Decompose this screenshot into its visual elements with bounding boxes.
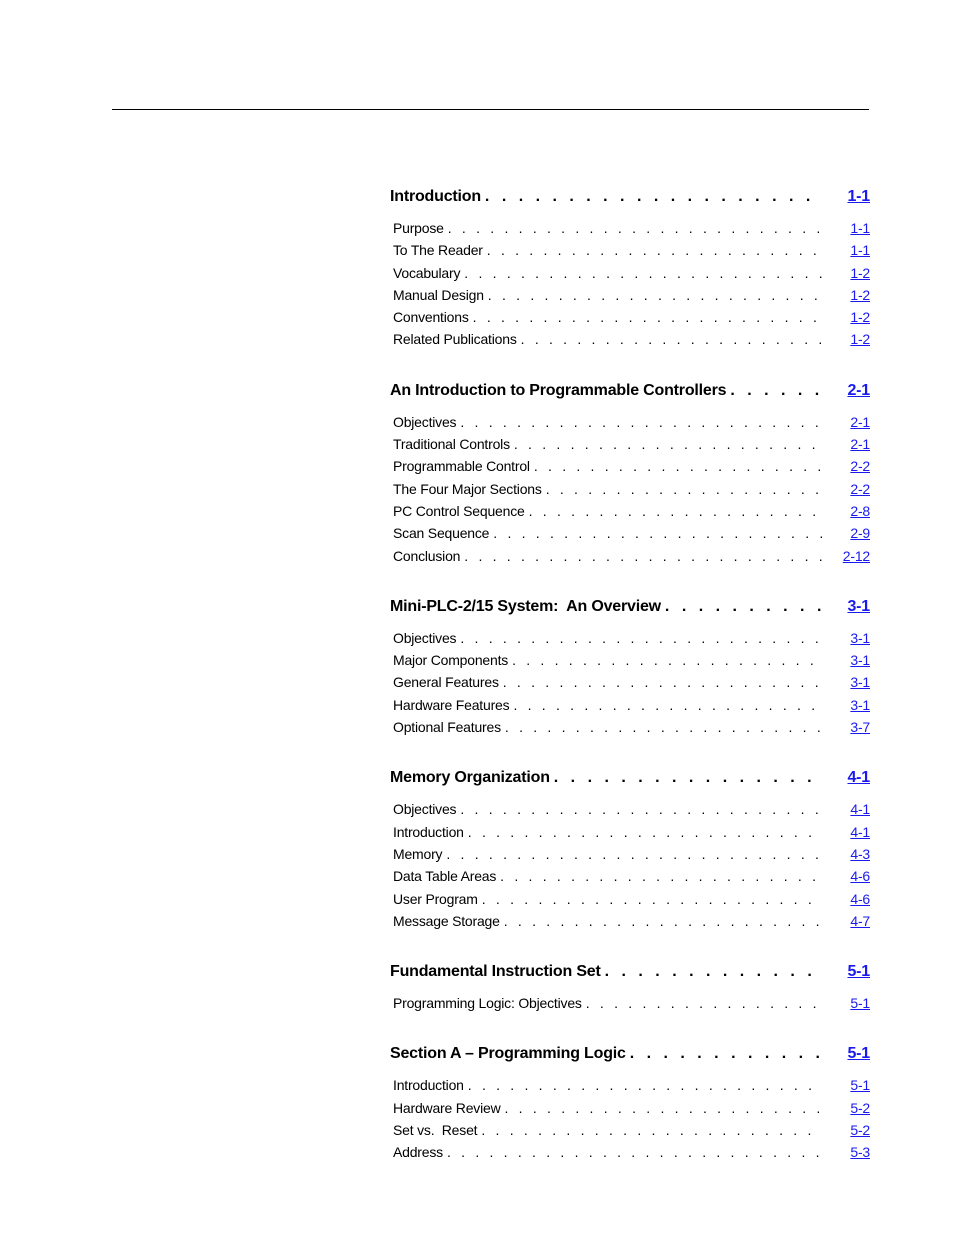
toc-entry bbox=[390, 891, 870, 913]
entry-label: Hardware Review bbox=[393, 1099, 501, 1116]
entry-label: Major Components bbox=[393, 652, 509, 669]
entry-label: Vocabulary bbox=[393, 264, 461, 281]
entry-label: Objectives bbox=[393, 801, 457, 818]
entry-label: Conclusion bbox=[393, 547, 461, 564]
entry-label: Programmable Control bbox=[393, 458, 530, 475]
section-heading bbox=[390, 188, 870, 216]
dot-leader bbox=[546, 481, 822, 497]
dot-leader bbox=[521, 331, 822, 347]
entry-page-link[interactable]: 5-1 bbox=[850, 1077, 870, 1094]
entry-page-link[interactable]: 1-1 bbox=[850, 220, 870, 236]
entry-page-link[interactable]: 5-1 bbox=[850, 995, 870, 1012]
entry-label: Traditional Controls bbox=[393, 436, 510, 453]
entry-page-link[interactable]: 2-1 bbox=[850, 436, 870, 453]
toc-entry bbox=[390, 674, 870, 696]
dot-leader bbox=[493, 525, 822, 541]
toc-entry bbox=[390, 719, 870, 741]
entry-label: Data Table Areas bbox=[393, 868, 497, 885]
entry-page-link[interactable]: 2-2 bbox=[850, 480, 870, 497]
toc-entry bbox=[390, 503, 870, 525]
dot-leader bbox=[534, 458, 822, 474]
entry-page-link[interactable]: 1-2 bbox=[850, 331, 870, 348]
entry-label: Manual Design bbox=[393, 286, 484, 303]
dot-leader bbox=[482, 891, 822, 907]
dot-leader bbox=[485, 188, 822, 206]
section-heading bbox=[390, 382, 870, 410]
toc-entry bbox=[390, 868, 870, 890]
section-title: Mini-PLC-2/15 System: An Overview bbox=[390, 597, 661, 615]
dot-leader bbox=[500, 868, 822, 884]
entry-label: User Program bbox=[393, 890, 478, 907]
toc-entry bbox=[390, 525, 870, 547]
entry-page-link[interactable]: 3-1 bbox=[850, 696, 870, 713]
toc-entry bbox=[390, 548, 870, 570]
section-page-link[interactable]: 5-1 bbox=[847, 1045, 870, 1063]
section-heading bbox=[390, 963, 870, 991]
toc-entry bbox=[390, 913, 870, 935]
dot-leader bbox=[481, 1122, 822, 1138]
entry-label: Message Storage bbox=[393, 912, 500, 929]
entry-page-link[interactable]: 2-12 bbox=[842, 547, 870, 564]
dot-leader bbox=[504, 913, 822, 929]
entry-page-link[interactable]: 2-1 bbox=[850, 413, 870, 430]
dot-leader bbox=[473, 309, 822, 325]
section-page-link[interactable]: 5-1 bbox=[847, 963, 870, 981]
entry-page-link[interactable]: 4-1 bbox=[850, 801, 870, 818]
entry-label: Memory bbox=[393, 845, 443, 862]
toc-section bbox=[390, 382, 870, 570]
entry-page-link[interactable]: 1-2 bbox=[850, 264, 870, 281]
toc-entry bbox=[390, 697, 870, 719]
dot-leader bbox=[514, 436, 822, 452]
entry-label: Related Publications bbox=[393, 331, 517, 348]
dot-leader bbox=[512, 652, 822, 668]
entry-page-link[interactable]: 5-2 bbox=[850, 1099, 870, 1116]
entry-label: Objectives bbox=[393, 629, 457, 646]
dot-leader bbox=[447, 1144, 822, 1160]
section-title: Memory Organization bbox=[390, 769, 550, 787]
section-page-link[interactable]: 2-1 bbox=[847, 381, 870, 399]
toc-entry bbox=[390, 630, 870, 652]
entry-label: Set vs. Reset bbox=[393, 1122, 478, 1139]
entry-label: To The Reader bbox=[393, 242, 483, 259]
toc-section bbox=[390, 188, 870, 354]
toc-section bbox=[390, 1045, 870, 1166]
dot-leader bbox=[529, 503, 822, 519]
entry-label: Programming Logic: Objectives bbox=[393, 995, 582, 1012]
entry-page-link[interactable]: 4-6 bbox=[850, 868, 870, 885]
entry-page-link[interactable]: 4-3 bbox=[850, 845, 870, 862]
entry-page-link[interactable]: 4-7 bbox=[850, 912, 870, 929]
entry-page-link[interactable]: 3-1 bbox=[850, 652, 870, 669]
section-heading bbox=[390, 598, 870, 626]
toc-entry bbox=[390, 1100, 870, 1122]
entry-page-link[interactable]: 3-1 bbox=[850, 629, 870, 646]
entry-label: Address bbox=[393, 1144, 443, 1161]
entry-label: PC Control Sequence bbox=[393, 502, 525, 519]
dot-leader bbox=[605, 963, 822, 981]
dot-leader bbox=[460, 801, 822, 817]
toc-section bbox=[390, 598, 870, 741]
entry-page-link[interactable]: 3-7 bbox=[850, 719, 870, 736]
toc-entry bbox=[390, 458, 870, 480]
toc-entry bbox=[390, 265, 870, 287]
entry-label: Objectives bbox=[393, 413, 457, 430]
dot-leader bbox=[468, 1077, 822, 1093]
dot-leader bbox=[488, 287, 822, 303]
entry-label: Introduction bbox=[393, 823, 464, 840]
entry-label: General Features bbox=[393, 674, 499, 691]
toc-section bbox=[390, 963, 870, 1017]
toc-entry bbox=[390, 824, 870, 846]
entry-page-link[interactable]: 4-1 bbox=[850, 823, 870, 840]
section-page-link[interactable]: 1-1 bbox=[847, 188, 870, 205]
entry-page-link[interactable]: 2-2 bbox=[850, 458, 870, 475]
toc-entry bbox=[390, 436, 870, 458]
dot-leader bbox=[665, 598, 822, 616]
toc-entry bbox=[390, 801, 870, 823]
entry-label: Purpose bbox=[393, 220, 444, 236]
toc-entry bbox=[390, 331, 870, 353]
dot-leader bbox=[460, 630, 822, 646]
section-title: An Introduction to Programmable Controllers bbox=[390, 381, 727, 399]
header-rule bbox=[112, 109, 869, 110]
toc-entry bbox=[390, 481, 870, 503]
entry-label: The Four Major Sections bbox=[393, 480, 542, 497]
entry-page-link[interactable]: 1-1 bbox=[850, 242, 870, 259]
table-of-contents bbox=[390, 188, 870, 1195]
toc-entry bbox=[390, 1122, 870, 1144]
toc-entry bbox=[390, 652, 870, 674]
dot-leader bbox=[460, 414, 822, 430]
dot-leader bbox=[448, 220, 822, 236]
dot-leader bbox=[464, 265, 822, 281]
entry-page-link[interactable]: 1-2 bbox=[850, 309, 870, 326]
toc-entry bbox=[390, 309, 870, 331]
dot-leader bbox=[554, 769, 822, 787]
entry-label: Optional Features bbox=[393, 719, 501, 736]
entry-page-link[interactable]: 2-8 bbox=[850, 502, 870, 519]
toc-entry bbox=[390, 220, 870, 242]
entry-page-link[interactable]: 5-2 bbox=[850, 1122, 870, 1139]
dot-leader bbox=[630, 1045, 822, 1063]
entry-page-link[interactable]: 2-9 bbox=[850, 525, 870, 542]
dot-leader bbox=[730, 382, 822, 400]
dot-leader bbox=[446, 846, 822, 862]
toc-entry bbox=[390, 846, 870, 868]
section-page-link[interactable]: 4-1 bbox=[847, 769, 870, 787]
toc-entry bbox=[390, 287, 870, 309]
section-title: Introduction bbox=[390, 188, 481, 205]
entry-label: Conventions bbox=[393, 309, 469, 326]
dot-leader bbox=[468, 824, 822, 840]
dot-leader bbox=[487, 242, 822, 258]
entry-page-link[interactable]: 3-1 bbox=[850, 674, 870, 691]
entry-label: Hardware Features bbox=[393, 696, 510, 713]
toc-entry bbox=[390, 995, 870, 1017]
dot-leader bbox=[505, 719, 822, 735]
toc-entry bbox=[390, 414, 870, 436]
toc-entry bbox=[390, 1077, 870, 1099]
dot-leader bbox=[513, 697, 822, 713]
toc-entry bbox=[390, 1144, 870, 1166]
toc-section bbox=[390, 769, 870, 935]
dot-leader bbox=[504, 1100, 822, 1116]
entry-page-link[interactable]: 1-2 bbox=[850, 286, 870, 303]
section-title: Section A – Programming Logic bbox=[390, 1045, 626, 1063]
entry-label: Scan Sequence bbox=[393, 525, 490, 542]
dot-leader bbox=[586, 995, 822, 1011]
entry-page-link[interactable]: 5-3 bbox=[850, 1144, 870, 1161]
dot-leader bbox=[464, 548, 822, 564]
section-page-link[interactable]: 3-1 bbox=[847, 597, 870, 615]
toc-entry bbox=[390, 242, 870, 264]
section-title: Fundamental Instruction Set bbox=[390, 963, 601, 981]
entry-label: Introduction bbox=[393, 1077, 464, 1094]
dot-leader bbox=[503, 674, 822, 690]
section-heading bbox=[390, 1045, 870, 1073]
section-heading bbox=[390, 769, 870, 797]
entry-page-link[interactable]: 4-6 bbox=[850, 890, 870, 907]
